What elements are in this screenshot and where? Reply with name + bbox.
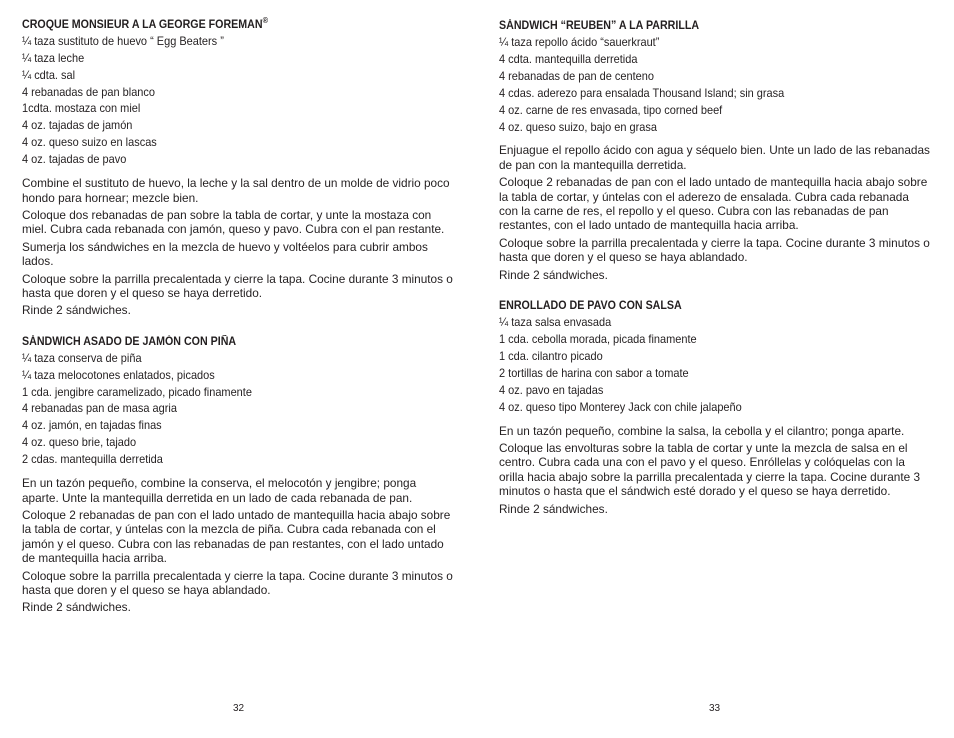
ingredient-list (22, 350, 454, 468)
ingredient: ¼ taza melocotones enlatados, picados (22, 367, 215, 382)
ingredient: 1 cda. cilantro picado (499, 348, 603, 363)
instruction-step: En un tazón pequeño, combine la conserva, el melocotón y jengibre; ponga aparte. Unte la mantequilla derretida en un lado de cada rebanada de pan. (22, 476, 417, 505)
recipe-yield: Rinde 2 sándwiches. (499, 501, 608, 516)
recipe-croque-monsieur (22, 13, 454, 318)
instructions (22, 176, 454, 318)
ingredient: ¼ taza sustituto de huevo “ Egg Beaters ” (22, 33, 224, 48)
ingredient: 4 oz. carne de res envasada, tipo corned beef (499, 102, 723, 117)
instruction-step: Coloque las envolturas sobre la tabla de cortar y unte la mezcla de salsa en el centro. Cubra cada una con el pavo y el queso. Enróllelas y colóquelas con la orilla hacia abajo sobre la parrilla precalentada y cierre la tapa. Cocine durante 3 minutos o hasta que el sándwich esté dorado y el queso se haya derretido. (499, 440, 921, 499)
ingredient: 1 cda. jengibre caramelizado, picado finamente (22, 384, 252, 399)
instruction-step: Sumerja los sándwiches en la mezcla de huevo y voltéelos para cubrir ambos lados. (22, 239, 428, 269)
ingredient: 4 oz. queso brie, tajado (22, 435, 137, 450)
ingredient-list (22, 33, 454, 168)
page-number: 32 (233, 703, 245, 714)
instruction-step: Enjuague el repollo ácido con agua y séquelo bien. Unte un lado de las rebanadas de pan con la mantequilla derretida. (499, 143, 930, 172)
ingredient: 1cdta. mostaza con miel (22, 101, 141, 116)
recipe-title: ENROLLADO DE PAVO CON SALSA (499, 299, 682, 313)
instructions (499, 424, 931, 516)
ingredient: 4 oz. jamón, en tajadas finas (22, 418, 162, 433)
instruction-step: Coloque 2 rebanadas de pan con el lado untado de mantequilla hacia abajo sobre la tabla de cortar, y úntelas con la mezcla de piña. Cubra cada rebanada con el jamón y el queso. Cubra con las rebanadas de pan restantes, con el lado untado de mantequilla hacia arriba. (22, 507, 451, 566)
ingredient: ¼ taza conserva de piña (22, 350, 142, 365)
recipe-reuben (499, 18, 931, 282)
ingredient-list (499, 34, 931, 135)
ingredient: ¼ taza salsa envasada (499, 315, 612, 330)
ingredient: ¼ taza repollo ácido “sauerkraut” (499, 35, 660, 49)
ingredient: 4 oz. tajadas de pavo (22, 152, 127, 167)
recipe-title (22, 13, 419, 32)
ingredient: 2 cdas. mantequilla derretida (22, 452, 163, 467)
recipe-title: SÁNDWICH ASADO DE JAMÓN CON PIÑA (22, 334, 237, 348)
left-page-content (22, 13, 454, 631)
right-page-content (499, 18, 931, 532)
ingredient: 4 oz. queso tipo Monterey Jack con chile jalapeño (499, 399, 742, 414)
ingredient: 2 tortillas de harina con sabor a tomate (499, 365, 689, 380)
ingredient: ¼ taza leche (22, 50, 85, 65)
instruction-step: Coloque dos rebanadas de pan sobre la tabla de cortar, y unte la mostaza con miel. Cubra cada rebanada con jamón, queso y pavo. Cubra con el pan restante. (22, 207, 445, 237)
page-number: 33 (709, 703, 721, 714)
ingredient: 1 cda. cebolla morada, picada finamente (499, 332, 697, 346)
ingredient-list (499, 314, 931, 415)
ingredient: 4 rebanadas pan de masa agria (22, 401, 177, 416)
instruction-step: Coloque sobre la parrilla precalentada y cierre la tapa. Cocine durante 3 minutos o hasta que doren y el queso se haya derretido. (22, 271, 453, 300)
ingredient: 4 rebanadas de pan de centeno (499, 68, 654, 83)
instruction-step: Combine el sustituto de huevo, la leche y la sal dentro de un molde de vidrio poco hondo para hornear; mezcle bien. (22, 176, 450, 205)
ingredient: 4 oz. queso suizo en lascas (22, 135, 157, 150)
ingredient: 4 rebanadas de pan blanco (22, 84, 155, 99)
instruction-step: Coloque sobre la parrilla precalentada y cierre la tapa. Cocine durante 3 minutos o hasta que doren y el queso se haya ablandado. (499, 235, 930, 265)
recipe-title-text: CROQUE MONSIEUR A LA GEORGE FOREMAN (22, 17, 263, 31)
instructions (499, 143, 931, 282)
ingredient: 4 oz. queso suizo, bajo en grasa (499, 119, 657, 134)
instructions (22, 476, 454, 615)
right-page (477, 0, 954, 738)
recipe-yield: Rinde 2 sándwiches. (22, 303, 131, 318)
ingredient: 4 cdta. mantequilla derretida (499, 51, 638, 66)
ingredient: 4 cdas. aderezo para ensalada Thousand Island; sin grasa (499, 85, 785, 100)
recipe-title: SÁNDWICH “REUBEN” A LA PARRILLA (499, 19, 700, 32)
recipe-yield: Rinde 2 sándwiches. (22, 600, 131, 615)
registered-mark: ® (262, 16, 269, 25)
instruction-step: En un tazón pequeño, combine la salsa, la cebolla y el cilantro; ponga aparte. (499, 423, 905, 438)
instruction-step: Coloque sobre la parrilla precalentada y cierre la tapa. Cocine durante 3 minutos o hasta que doren y el queso se haya ablandado. (22, 568, 453, 597)
ingredient: 4 oz. pavo en tajadas (499, 382, 604, 397)
ingredient: ¼ cdta. sal (22, 67, 76, 82)
recipe-ham-pineapple (22, 334, 454, 615)
recipe-turkey-wrap (499, 298, 931, 516)
ingredient: 4 oz. tajadas de jamón (22, 118, 133, 133)
instruction-step: Coloque 2 rebanadas de pan con el lado untado de mantequilla hacia abajo sobre la tabla de cortar, y úntelas con el aderezo de ensalada. Cubra cada rebanada con la carne de res, el repollo y el queso. Cubra con las rebanadas de pan restantes, con el lado untado de mantequilla hacia arriba. (499, 175, 928, 233)
recipe-yield: Rinde 2 sándwiches. (499, 267, 608, 282)
